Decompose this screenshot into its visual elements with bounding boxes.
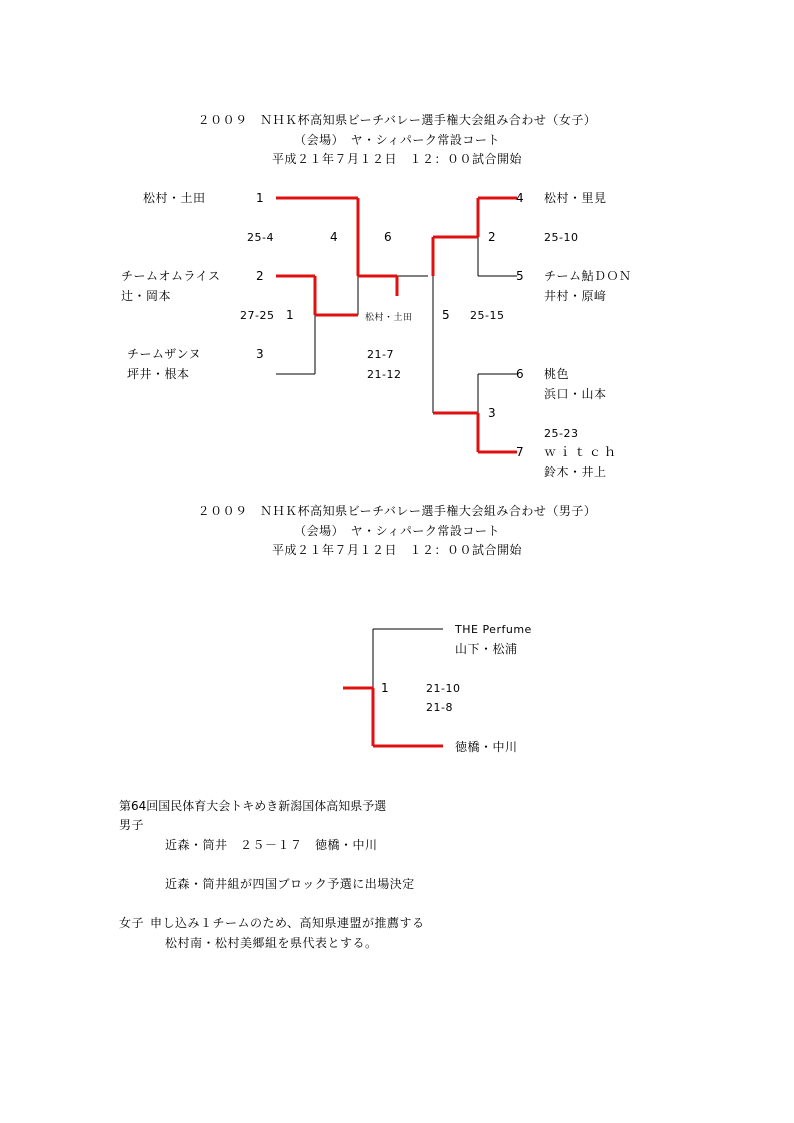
team-4-name: 松村・里見 xyxy=(544,191,607,205)
team-5-name: チーム鮎ＤＯＮ xyxy=(544,269,632,283)
team-7-members: 鈴木・井上 xyxy=(544,465,607,479)
men-team-b-name: 徳橋・中川 xyxy=(455,740,518,754)
team-6-seed: 6 xyxy=(516,367,525,381)
men-team-a-name: THE Perfume xyxy=(455,623,532,636)
team-6-name: 桃色 xyxy=(544,367,570,381)
team-3-members: 坪井・根本 xyxy=(127,367,190,381)
team-7-name: ｗｉｔｃｈ xyxy=(544,445,620,459)
team-3-seed: 3 xyxy=(256,347,265,361)
team-3-name: チームザンヌ xyxy=(127,347,202,361)
team-1-seed: 1 xyxy=(256,191,265,205)
team-5-seed: 5 xyxy=(516,269,525,283)
notes-men-label: 男子 xyxy=(119,818,145,832)
notes-women-label: 女子 xyxy=(119,916,145,930)
notes-heading: 第64回国民体育大会トキめき新潟国体高知県予選 xyxy=(119,799,387,813)
match-3-score: 25-23 xyxy=(544,427,579,440)
team-1-name: 松村・土田 xyxy=(143,191,206,205)
team-4-seed: 4 xyxy=(516,191,525,205)
men-set2-score: 21-8 xyxy=(426,701,453,714)
men-set1-score: 21-10 xyxy=(426,682,461,695)
notes-women-line2: 松村南・松村美郷組を県代表とする。 xyxy=(165,936,378,950)
final-set1-score: 21-7 xyxy=(367,348,394,361)
match-2-score: 25-10 xyxy=(544,231,579,244)
notes-men-result: 近森・筒井 ２５－１７ 徳橋・中川 xyxy=(165,838,378,852)
men-venue: （会場） ヤ・シィパーク常設コート xyxy=(294,524,500,538)
match-4-number: 4 xyxy=(330,230,339,244)
men-date: 平成２１年７月１２日 １２：００試合開始 xyxy=(271,543,522,557)
women-venue: （会場） ヤ・シィパーク常設コート xyxy=(294,133,500,147)
notes-women-line1: 申し込み１チームのため、高知県連盟が推薦する xyxy=(150,916,425,930)
team-2-seed: 2 xyxy=(256,269,265,283)
final-set2-score: 21-12 xyxy=(367,368,402,381)
match-6-number: 6 xyxy=(384,230,393,244)
match-3-number: 3 xyxy=(488,406,497,420)
men-match-number: 1 xyxy=(381,681,390,695)
men-team-a-members: 山下・松浦 xyxy=(455,642,518,656)
women-date: 平成２１年７月１２日 １２：００試合開始 xyxy=(271,152,522,166)
team-2-members: 辻・岡本 xyxy=(121,289,172,303)
team-5-members: 井村・原﨑 xyxy=(544,289,607,303)
final-winner: 松村・土田 xyxy=(365,313,413,323)
men-title: ２００９ ＮＨＫ杯高知県ビーチバレー選手権大会組み合わせ（男子） xyxy=(197,504,597,518)
team-6-members: 浜口・山本 xyxy=(544,387,607,401)
match-1-score: 27-25 xyxy=(240,309,275,322)
match-5-score: 25-15 xyxy=(470,309,505,322)
notes-men-advance: 近森・筒井組が四国ブロック予選に出場決定 xyxy=(165,877,415,891)
women-title: ２００９ ＮＨＫ杯高知県ビーチバレー選手権大会組み合わせ（女子） xyxy=(197,113,597,127)
match-5-number: 5 xyxy=(442,308,451,322)
team-2-name: チームオムライス xyxy=(121,269,221,283)
match-2-number: 2 xyxy=(488,230,497,244)
match-4-score: 25-4 xyxy=(247,231,274,244)
match-1-number: 1 xyxy=(286,308,295,322)
team-7-seed: 7 xyxy=(516,445,525,459)
